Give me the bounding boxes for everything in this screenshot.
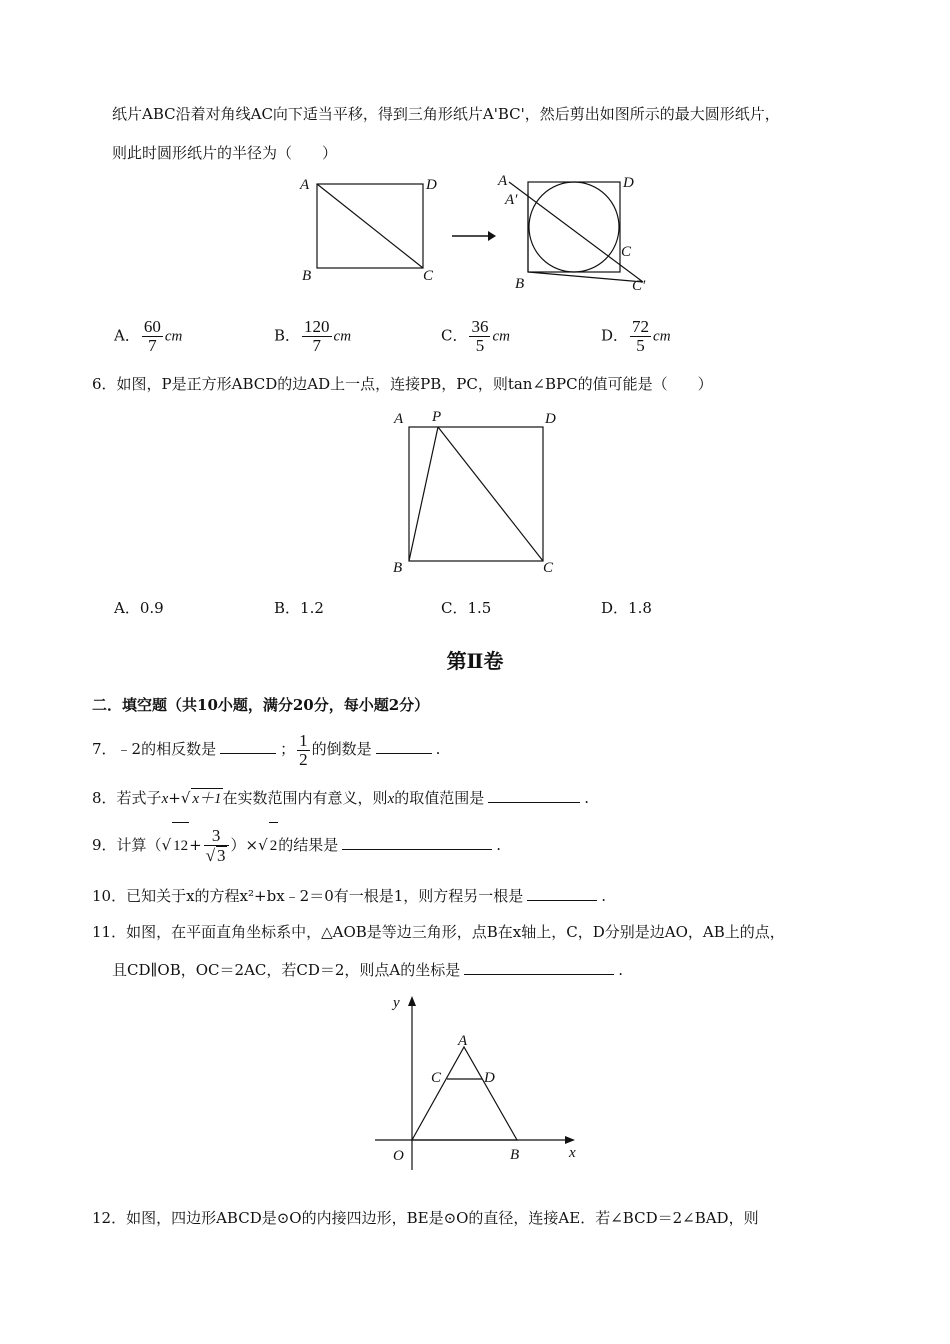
- label-p: P: [432, 409, 442, 425]
- q7-blank-2[interactable]: [376, 739, 432, 754]
- label-b: B: [302, 268, 312, 284]
- q10-blank[interactable]: [527, 886, 597, 901]
- q6-option-b: B．1.2: [274, 599, 324, 617]
- q6-option-c: C．1.5: [441, 599, 492, 617]
- segment-pb: [409, 427, 438, 561]
- q6-figure-square: [385, 405, 565, 577]
- label-c: C: [543, 560, 554, 576]
- label-b: B: [393, 560, 403, 576]
- q5-option-c: C． $\frac{36}{5}$ cm: [441, 317, 510, 355]
- label-d: D: [545, 411, 556, 427]
- label-x: x: [569, 1145, 576, 1161]
- label-a: A: [394, 411, 404, 427]
- q5-figure-rectangle: [290, 170, 450, 285]
- diagonal-ac: [317, 184, 423, 268]
- q9-blank[interactable]: [342, 835, 492, 850]
- q12-question: 12．如图，四边形ABCD是⊙O的内接四边形，BE是⊙O的直径，连接AE．若∠BCD＝2∠BAD，则: [92, 1209, 759, 1227]
- label-d: D: [623, 175, 634, 191]
- segment-pc: [438, 427, 543, 561]
- square-abcd: [409, 427, 543, 561]
- label-y: y: [393, 995, 400, 1011]
- section2-heading: 二．填空题（共10小题，满分20分，每小题2分）: [92, 696, 430, 714]
- q10-question: 10．已知关于x的方程x²+bx﹣2＝0有一根是1，则方程另一根是 .: [92, 887, 607, 905]
- q8-blank[interactable]: [488, 788, 580, 803]
- label-a: A: [498, 173, 508, 189]
- q7-question: 7．﹣2的相反数是 ； $\frac{1}{2}$ 的倒数是 .: [92, 730, 441, 769]
- q5-option-a: A． $\frac{60}{7}$ cm: [114, 317, 183, 355]
- section-title: 第Ⅱ卷: [446, 649, 504, 673]
- q8-question: 8．若式子x+√ x＋1在实数范围内有意义，则x的取值范围是 .: [92, 789, 590, 807]
- q11-line1: 11．如图，在平面直角坐标系中，△AOB是等边三角形，点B在x轴上，C，D分别是边AO，AB上的点，: [92, 923, 785, 941]
- label-b: B: [510, 1147, 520, 1163]
- q9-question: 9．计算（√ 12+ $\frac{3}{√ 3}$ ）×√ 2的结果是 .: [92, 822, 501, 869]
- label-d: D: [426, 177, 437, 193]
- label-c: C: [621, 244, 632, 260]
- q5-line2: 则此时圆形纸片的半径为（ ）: [112, 144, 338, 162]
- q5-option-d: D． $\frac{72}{5}$ cm: [601, 317, 671, 355]
- label-a: A: [300, 177, 310, 193]
- arrow-icon: [450, 226, 500, 246]
- label-d: D: [484, 1070, 495, 1086]
- label-b: B: [515, 276, 525, 292]
- q11-blank[interactable]: [464, 960, 614, 975]
- label-c-prime: C′: [632, 278, 646, 294]
- q7-blank-1[interactable]: [220, 739, 276, 754]
- q11-line2: 且CD∥OB，OC＝2AC，若CD＝2，则点A的坐标是 .: [112, 961, 624, 979]
- q6-option-d: D．1.8: [601, 599, 652, 617]
- label-o: O: [393, 1148, 404, 1164]
- q5-line1: 纸片ABC沿着对角线AC向下适当平移，得到三角形纸片A'BC'，然后剪出如图所示的最大圆形纸片，: [112, 105, 780, 123]
- label-c: C: [423, 268, 434, 284]
- inscribed-circle: [529, 182, 619, 272]
- triangle-aob: [412, 1047, 517, 1140]
- q5-figure-circle: [495, 168, 665, 296]
- label-a: A: [458, 1033, 468, 1049]
- q6-question: 6．如图，P是正方形ABCD的边AD上一点，连接PB，PC，则tan∠BPC的值可能是（ ）: [92, 375, 713, 393]
- label-a-prime: A′: [505, 192, 518, 208]
- label-c: C: [431, 1070, 442, 1086]
- q11-figure-coordinate: [365, 990, 585, 1170]
- y-axis-arrow-icon: [408, 996, 416, 1006]
- x-axis-arrow-icon: [565, 1136, 575, 1144]
- q6-option-a: A．0.9: [114, 599, 164, 617]
- q5-option-b: B． $\frac{120}{7}$ cm: [274, 317, 352, 355]
